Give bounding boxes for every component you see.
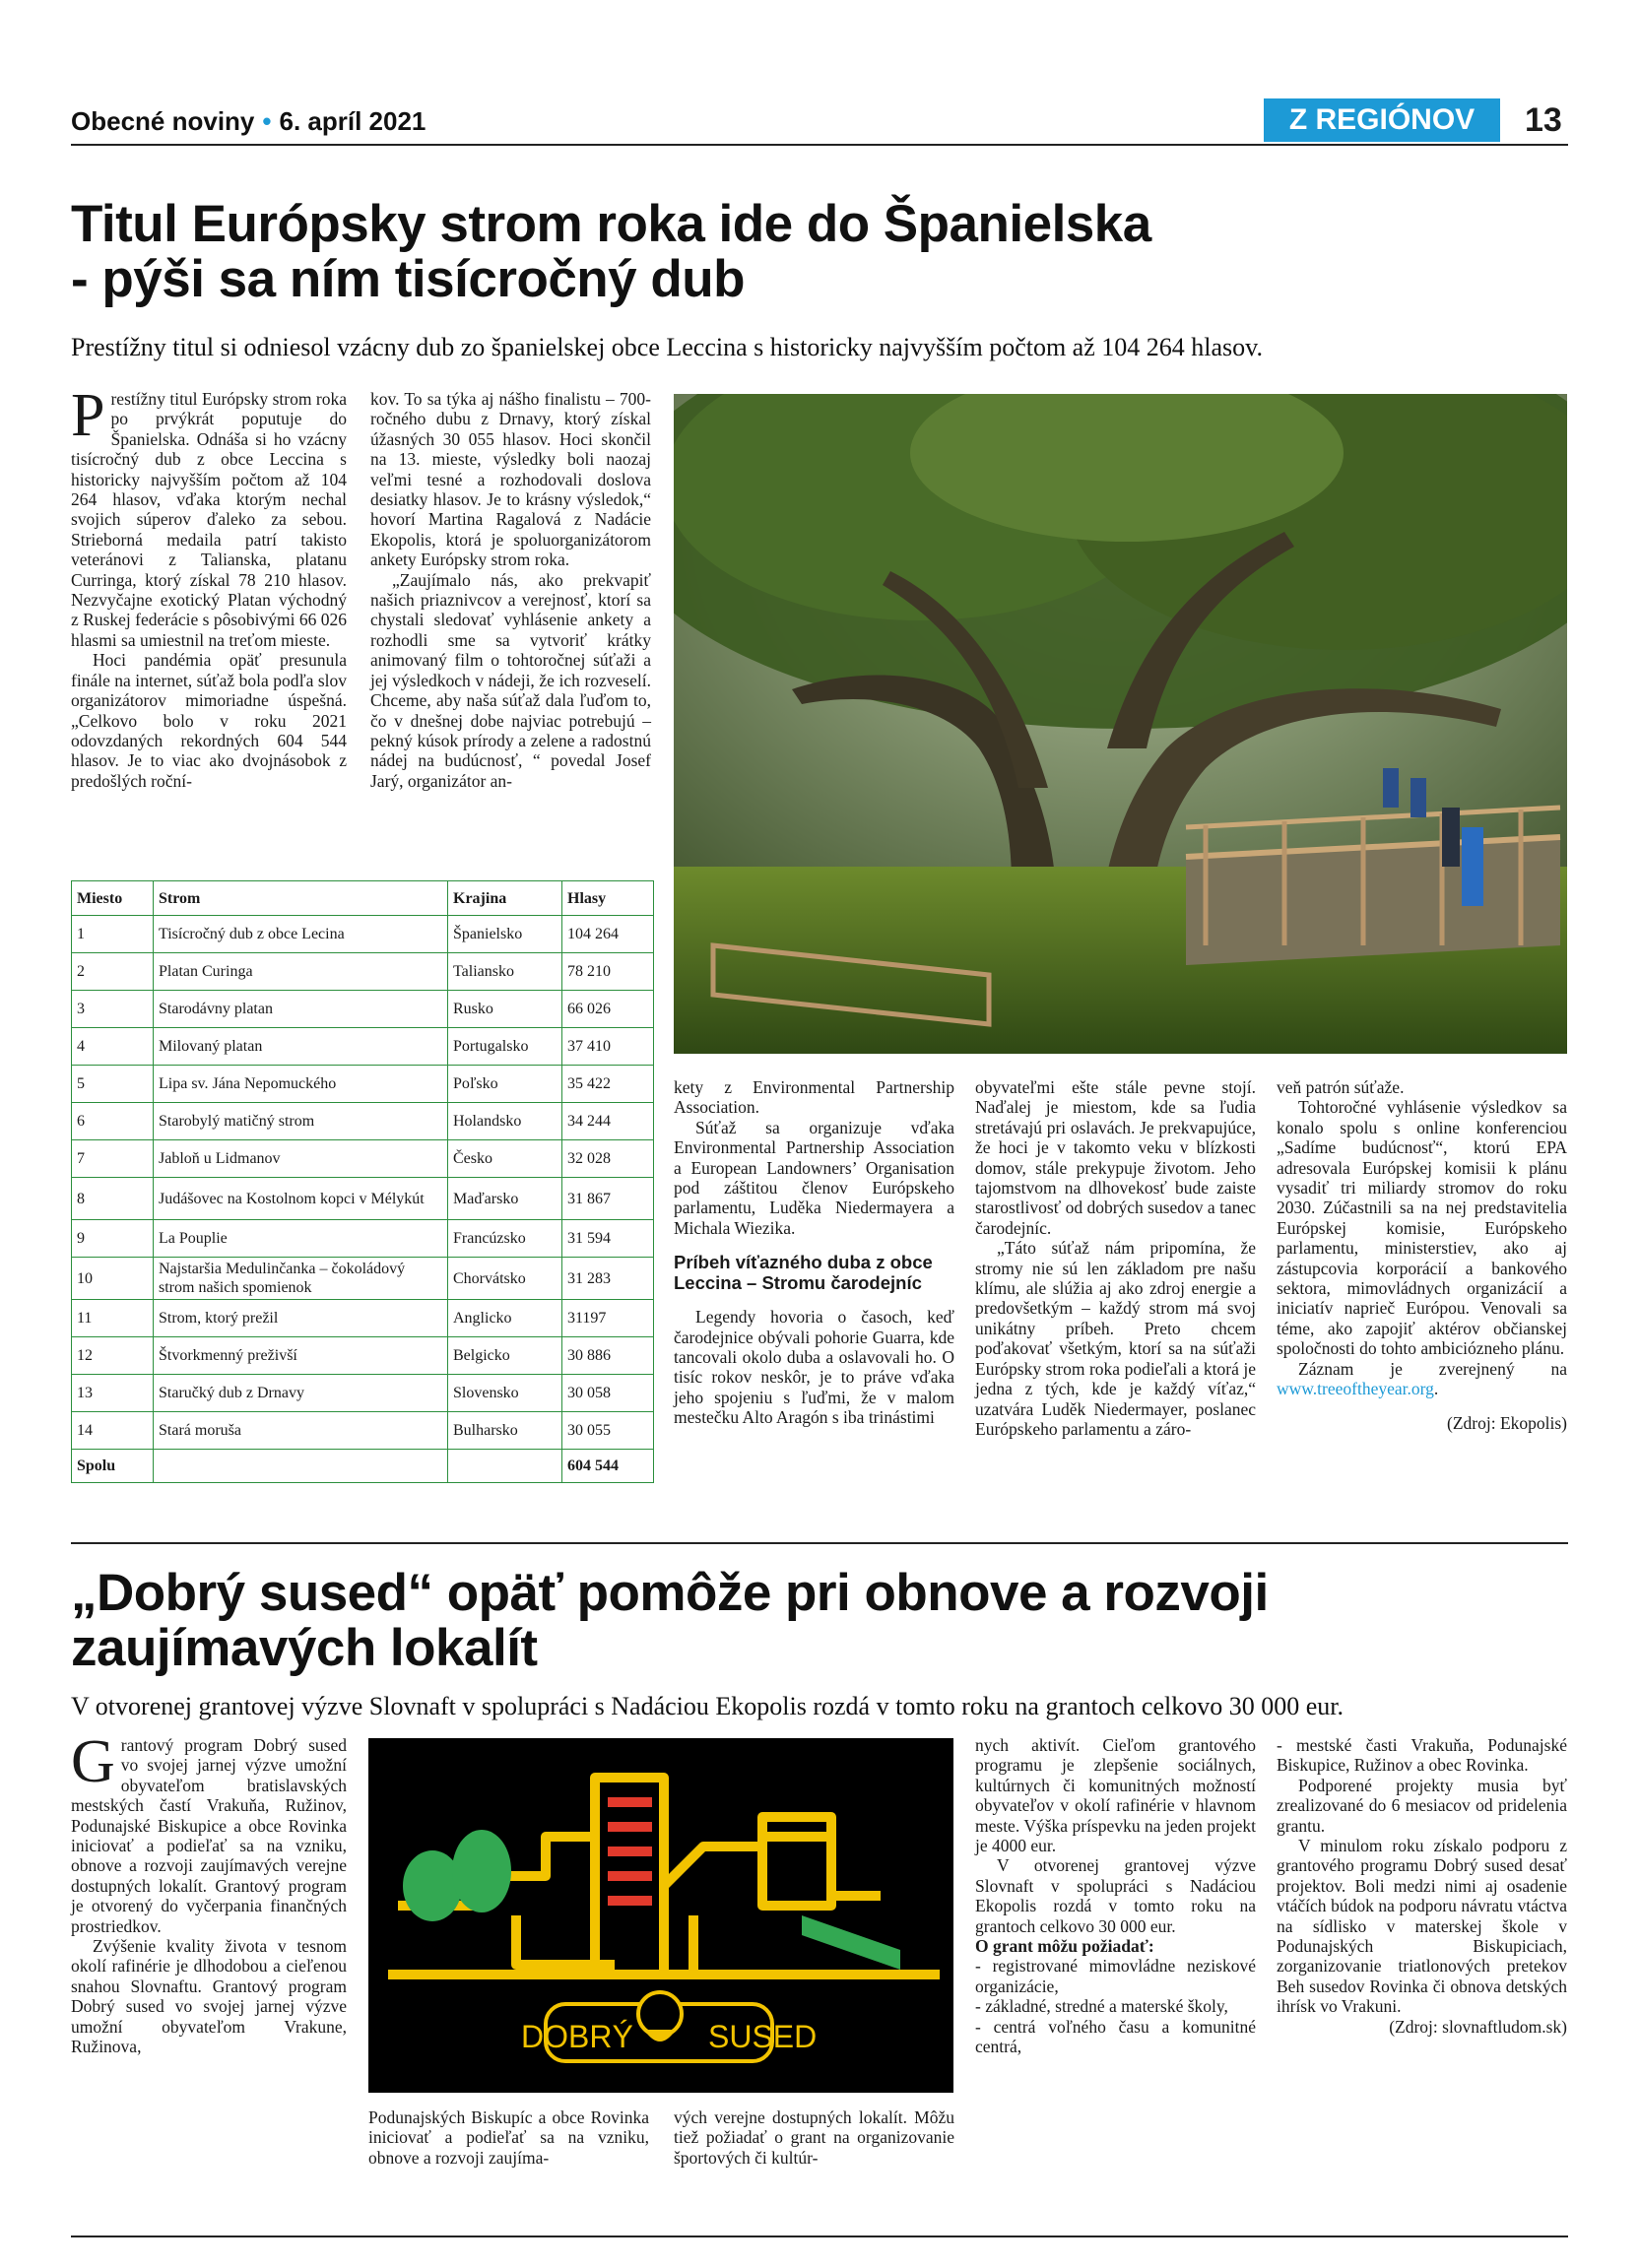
article2-column-5: [1277, 1735, 1567, 2037]
paragraph: „Zaujímalo nás, ako prekvapiť našich priaznivcov a verejnosť, ktorí sa chystali sledovať vyhlásenie ankety a rozhodli sme sa vytvoriť krátky animovaný film o tohtoročnej súťaži a jej výsledkoch v nádeji, že ich rozveselí. Chceme, aby naša súťaž dala ľuďom to, čo v dnešnej dobe najviac potrebujú – pekný kúsok prírody a zelene a radostnú nádej na budúcnosť, “ povedal Josef Jarý, organizátor an-: [370, 569, 651, 791]
article1-headline: [71, 197, 1568, 307]
table-row: [72, 1375, 654, 1412]
table-cell: 3: [72, 991, 154, 1028]
list-item: - registrované mimovládne neziskové organizácie,: [975, 1956, 1256, 1996]
table-cell: [448, 1450, 562, 1483]
table-cell: 12: [72, 1337, 154, 1375]
table-row: [72, 1028, 654, 1066]
article2-column-1: [71, 1728, 347, 2057]
table-cell: Lipa sv. Jána Nepomuckého: [154, 1066, 448, 1103]
table-cell: Judášovec na Kostolnom kopci v Mélykút: [154, 1178, 448, 1220]
table-cell: Tisícročný dub z obce Lecina: [154, 916, 448, 953]
article1-headline-line1: Titul Európsky strom roka ide do Španielska: [71, 195, 1151, 253]
paragraph-text: Záznam je zverejnený na: [1298, 1358, 1567, 1379]
table-cell: 11: [72, 1300, 154, 1337]
table-cell: 31197: [562, 1300, 654, 1337]
header-rule: [71, 144, 1568, 146]
table-cell: Poľsko: [448, 1066, 562, 1103]
table-cell: 34 244: [562, 1103, 654, 1140]
article2-headline-line2: zaujímavých lokalít: [71, 1619, 538, 1677]
masthead: [71, 106, 426, 137]
table-cell: 9: [72, 1220, 154, 1258]
table-row: [72, 1066, 654, 1103]
table-cell: 8: [72, 1178, 154, 1220]
oak-tree-photo: [674, 394, 1567, 1054]
article2-column-2: [368, 2107, 649, 2168]
table-total-row: [72, 1450, 654, 1483]
table-cell: 1: [72, 916, 154, 953]
article1-headline-line2: - pýši sa ním tisícročný dub: [71, 250, 746, 308]
dropcap: P: [71, 382, 105, 449]
article-divider: [71, 1542, 1568, 1544]
paragraph: obyvateľmi ešte stále pevne stojí. Naďalej je miestom, kde sa ľudia stretávajú pri oslavách. Je prekvapujúce, že hoci je v takomto veku v blízkosti domov, stále prekypuje životom. Jeho tajomstvom na dlhovekosť bude zaiste starostlivosť od dobrých susedov a tanec čarodejníc.: [975, 1077, 1256, 1238]
table-row: [72, 953, 654, 991]
paragraph: [1277, 1359, 1567, 1399]
table-cell: 30 058: [562, 1375, 654, 1412]
page-number: 13: [1525, 101, 1562, 139]
table-row: [72, 916, 654, 953]
article1-column-2: [370, 389, 651, 791]
article1-column-3: [674, 1077, 954, 1428]
table-row: [72, 1178, 654, 1220]
article1-column-5: [1277, 1077, 1567, 1433]
paragraph: rantový program Dobrý sused vo svojej jarnej výzve umožní obyvateľom bratislavských mestských častí Vrakuňa, Ružinov, Podunajské Biskupice a obce Rovinka iniciovať a podieľať sa na vzniku, obnove a rozvoji zaujímavých verejne dostupných lokalít. Grantový program je otvorený do vyčerpania finančných prostriedkov.: [71, 1735, 347, 1936]
table-header-row: [72, 881, 654, 916]
dobry-sused-logo: [368, 1738, 953, 2093]
paragraph: V otvorenej grantovej výzve Slovnaft v spolupráci s Nadáciou Ekopolis rozdá v tomto roku na grantoch celkovo 30 000 eur.: [975, 1855, 1256, 1936]
table-row: [72, 991, 654, 1028]
list-item: - centrá voľného času a komunitné centrá,: [975, 2016, 1256, 2057]
list-item: - základné, stredné a materské školy,: [975, 1996, 1228, 2017]
article2-source: (Zdroj: slovnaftludom.sk): [1389, 2016, 1567, 2037]
table-row: [72, 1220, 654, 1258]
table-cell: Staručký dub z Drnavy: [154, 1375, 448, 1412]
section-badge: Z REGIÓNOV: [1264, 98, 1500, 142]
paragraph-text: .: [1433, 1379, 1439, 1399]
column-header: Hlasy: [562, 881, 654, 916]
table-cell: 604 544: [562, 1450, 654, 1483]
table-cell: 35 422: [562, 1066, 654, 1103]
table-row: [72, 1300, 654, 1337]
table-cell: Bulharsko: [448, 1412, 562, 1450]
table-cell: Starobylý matičný strom: [154, 1103, 448, 1140]
table-cell: 30 055: [562, 1412, 654, 1450]
article2-headline: [71, 1566, 1568, 1676]
logo-text-right: SUSED: [708, 2019, 818, 2054]
table-cell: 10: [72, 1258, 154, 1300]
table-cell: 5: [72, 1066, 154, 1103]
table-cell: Slovensko: [448, 1375, 562, 1412]
playground-illustration: [368, 1738, 953, 2093]
table-cell: Platan Curinga: [154, 953, 448, 991]
article1-source: (Zdroj: Ekopolis): [1447, 1412, 1567, 1433]
table-row: [72, 1258, 654, 1300]
table-cell: Jabloň u Lidmanov: [154, 1140, 448, 1178]
ranking-table: [71, 880, 654, 1483]
column-header: Strom: [154, 881, 448, 916]
table-row: [72, 1140, 654, 1178]
paragraph: Súťaž sa organizuje vďaka Environmental Partnership Association a European Landowners’ Organisation pod záštitou členov Európskeho parlamentu, Luděka Niedermayera a Michala Wiezika.: [674, 1117, 954, 1238]
paragraph: Podunajských Biskupíc a obce Rovinka iniciovať a podieľať sa na vzniku, obnove a rozvoji zaujíma-: [368, 2107, 649, 2168]
table-cell: Francúzsko: [448, 1220, 562, 1258]
table-cell: 31 283: [562, 1258, 654, 1300]
table-cell: Spolu: [72, 1450, 154, 1483]
table-cell: 6: [72, 1103, 154, 1140]
dropcap: G: [71, 1728, 115, 1795]
issue-date: 6. apríl 2021: [279, 106, 426, 136]
table-cell: 2: [72, 953, 154, 991]
paragraph: nych aktivít. Cieľom grantového programu je zlepšenie sociálnych, kultúrnych či komunitných možností obyvateľov v okolí rafinérie v hlavnom meste. Výška príspevku na jeden projekt je 4000 eur.: [975, 1735, 1256, 1856]
article2-column-3: [674, 2107, 954, 2168]
table-cell: 30 886: [562, 1337, 654, 1375]
table-cell: Holandsko: [448, 1103, 562, 1140]
table-cell: 14: [72, 1412, 154, 1450]
separator-dot: •: [262, 106, 272, 136]
treeoftheyear-link[interactable]: treeoftheyear.org: [1317, 1379, 1434, 1399]
table-cell: Anglicko: [448, 1300, 562, 1337]
table-cell: Portugalsko: [448, 1028, 562, 1066]
table-cell: Česko: [448, 1140, 562, 1178]
article1-column-1: [71, 382, 347, 791]
paragraph: Hoci pandémia opäť presunula finále na internet, súťaž bola podľa slov organizátorov mimoriadne úspešná. „Celkovo bolo v roku 2021 odovzdaných rekordných 604 544 hlasov. Je to viac ako dvojnásobok z predošlých roční-: [71, 650, 347, 791]
article1-column-4: [975, 1077, 1256, 1439]
paragraph: vých verejne dostupných lokalít. Môžu tiež požiadať o grant na organizovanie športových či kultúr-: [674, 2107, 954, 2168]
paper-name: Obecné noviny: [71, 106, 255, 136]
table-cell: 4: [72, 1028, 154, 1066]
paragraph: Podporené projekty musia byť zrealizované do 6 mesiacov od pridelenia grantu.: [1277, 1775, 1567, 1836]
paragraph: veň patrón súťaže.: [1277, 1077, 1405, 1097]
table-cell: Strom, ktorý prežil: [154, 1300, 448, 1337]
paragraph: kety z Environmental Partnership Association.: [674, 1077, 954, 1118]
logo-text-left: DOBRÝ: [521, 2019, 633, 2054]
table-row: [72, 1337, 654, 1375]
table-cell: 13: [72, 1375, 154, 1412]
oak-tree-illustration: [674, 394, 1567, 1054]
table-cell: La Pouplie: [154, 1220, 448, 1258]
table-row: [72, 1412, 654, 1450]
article2-column-4: [975, 1735, 1256, 2057]
paragraph: restížny titul Európsky strom roka po prvýkrát poputuje do Španielska. Odnáša si ho vzácny tisícročný dub z obce Leccina s historicky najvyšším počtom až 104 264 hlasov, vďaka ktorým nechal svojich súperov ďaleko za sebou. Strieborná medaila patrí takisto veteránovi z Talianska, platanu Curringa, ktorý získal 78 210 hlasov. Nezvyčajne exotický Platan východný z Ruskej federácie s pôsobivými 66 026 hlasmi sa umiestnil na treťom mieste.: [71, 389, 347, 650]
paragraph: Zvýšenie kvality života v tesnom okolí rafinérie je dlhodobou a cieľenou snahou Slovnaftu. Grantový program Dobrý sused vo svojej jarnej výzve umožní obyvateľom Vrakune, Ružinova,: [71, 1936, 347, 2057]
table-cell: Chorvátsko: [448, 1258, 562, 1300]
table-cell: [154, 1450, 448, 1483]
paragraph: kov. To sa týka aj nášho finalistu – 700-ročného dubu z Drnavy, ktorý získal úžasných 30 055 hlasov. Hoci skončil na 13. mieste, výsledky boli naozaj veľmi tesné a rozhodovali doslova desiatky hlasov. Je to krásny výsledok,“ hovorí Martina Ragalová z Nadácie Ekopolis, ktorá je spoluorganizátorom ankety Európsky strom roka.: [370, 389, 651, 570]
list-heading: O grant môžu požiadať:: [975, 1936, 1154, 1957]
table-row: [72, 1103, 654, 1140]
footer-rule: [71, 2236, 1568, 2237]
table-cell: 37 410: [562, 1028, 654, 1066]
table-cell: Španielsko: [448, 916, 562, 953]
article2-lead: V otvorenej grantovej výzve Slovnaft v spolupráci s Nadáciou Ekopolis rozdá v tomto roku na grantoch celkovo 30 000 eur.: [71, 1692, 1344, 1720]
table-cell: Maďarsko: [448, 1178, 562, 1220]
table-cell: 104 264: [562, 916, 654, 953]
table-cell: 66 026: [562, 991, 654, 1028]
table-cell: 31 867: [562, 1178, 654, 1220]
article2-headline-line1: „Dobrý sused“ opäť pomôže pri obnove a rozvoji: [71, 1564, 1269, 1622]
table-cell: Stará moruša: [154, 1412, 448, 1450]
table-cell: 31 594: [562, 1220, 654, 1258]
table-cell: Najstaršia Medulinčanka – čokoládový strom našich spomienok: [154, 1258, 448, 1300]
table-cell: Rusko: [448, 991, 562, 1028]
column-header: Miesto: [72, 881, 154, 916]
table-cell: Štvorkmenný preživší: [154, 1337, 448, 1375]
table-cell: Belgicko: [448, 1337, 562, 1375]
paragraph: V minulom roku získalo podporu z grantového programu Dobrý sused desať projektov. Boli medzi nimi aj osadenie vtáčích búdok na podporu návratu vtáctva na sídlisko v materskej škole v Podunajských Biskupiciach, zorganizovanie triatlonových pretekov Beh susedov Rovinka či obnova detských ihrísk vo Vrakuni.: [1277, 1836, 1567, 2017]
column-header: Krajina: [448, 881, 562, 916]
table-cell: 78 210: [562, 953, 654, 991]
paragraph: „Táto súťaž nám pripomína, že stromy nie sú len základom pre našu klímu, ale slúžia aj ako zdroj energie a predovšetkým – každý strom má svoj unikátny príbeh. Preto chcem poďakovať všetkým, ktorí sa na súťaži Európsky strom roka podieľali a ktorá je jedna z tých, kde je každý víťaz,“ uzatvára Luděk Niedermayer, poslanec Európskeho parlamentu a záro-: [975, 1238, 1256, 1439]
list-item: - mestské časti Vrakuňa, Podunajské Biskupice, Ružinov a obec Rovinka.: [1277, 1735, 1567, 1776]
paragraph: Tohtoročné vyhlásenie výsledkov sa konalo spolu s online konferenciou „Sadíme budúcnosť“, ktorú EPA adresovala Európskej komisii k plánu vysadiť tri miliardy stromov do roku 2030. Zúčastnili sa na nej predstavitelia Európskej komisie, Európskeho parlamentu, ministerstiev, ako aj zástupcovia korporácií a bankového sektora, mimovládnych organizácií a iniciatív naprieč Európou. Venovali sa téme, ako zapojiť aktérov občianskej spoločnosti do tohto ambiciózneho plánu.: [1277, 1097, 1567, 1359]
paragraph: Legendy hovoria o časoch, keď čarodejnice obývali pohorie Guarra, kde tancovali okolo duba a oslavovali ho. O tisíc rokov neskôr, je to práve vďaka jeho spojeniu s ľuďmi, že v malom mestečku Alto Aragón s iba trinástimi: [674, 1307, 954, 1428]
table-cell: Starodávny platan: [154, 991, 448, 1028]
treeoftheyear-link[interactable]: www.: [1277, 1379, 1318, 1399]
table-cell: 7: [72, 1140, 154, 1178]
table-cell: Taliansko: [448, 953, 562, 991]
article1-subheading: Príbeh víťazného duba z obce Leccina – Stromu čarodejníc: [674, 1252, 933, 1294]
table-cell: 32 028: [562, 1140, 654, 1178]
article1-lead: Prestížny titul si odniesol vzácny dub zo španielskej obce Leccina s historicky najvyšším počtom až 104 264 hlasov.: [71, 333, 1263, 361]
table-cell: Milovaný platan: [154, 1028, 448, 1066]
